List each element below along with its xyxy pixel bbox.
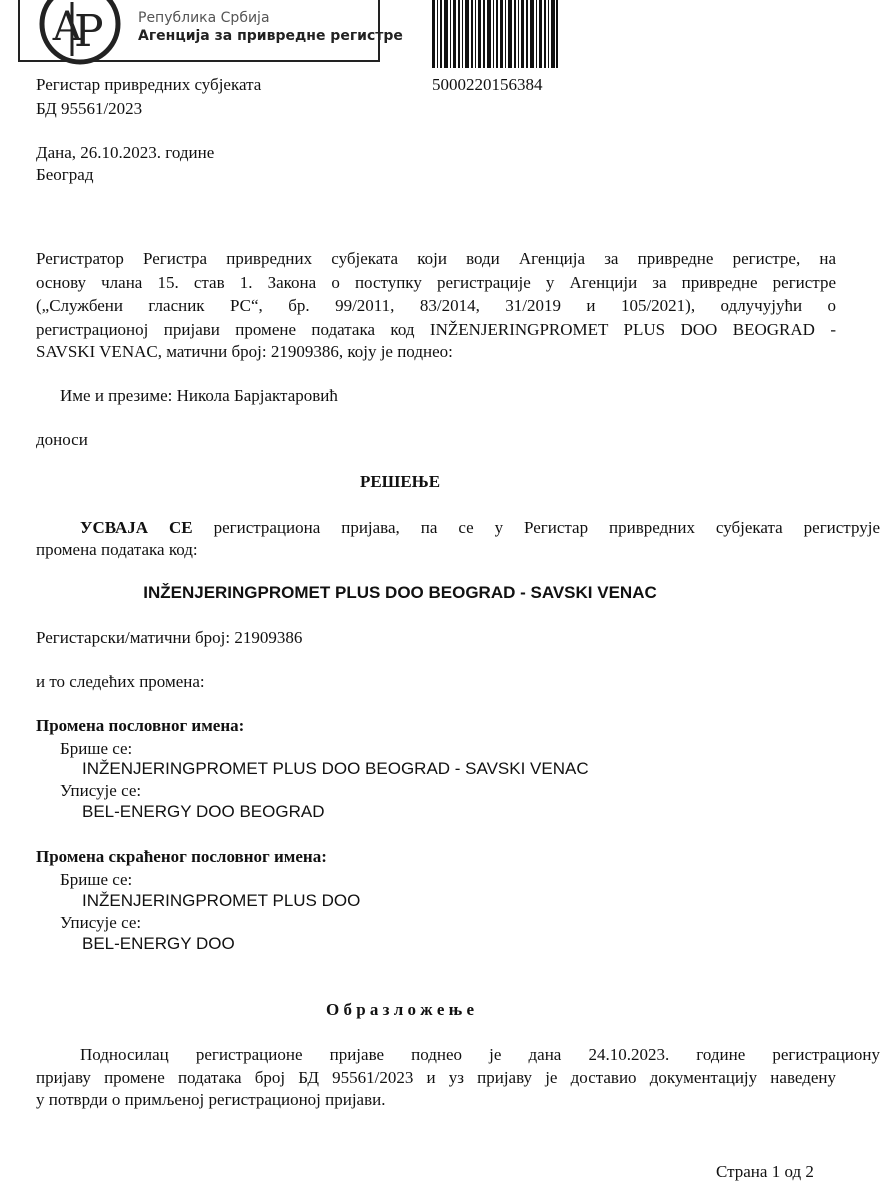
barcode-icon bbox=[432, 0, 558, 68]
company-name-title: INŽENJERINGPROMET PLUS DOO BEOGRAD - SAVSKI VENAC bbox=[143, 583, 657, 602]
change1-delete-label: Брише се: bbox=[60, 739, 133, 758]
case-number: БД 95561/2023 bbox=[36, 99, 143, 118]
org-line-1: Република Србија bbox=[138, 10, 270, 26]
reasoning-title: О б р а з л о ж е њ е bbox=[325, 1000, 474, 1019]
registration-number: Регистарски/матични број: 21909386 bbox=[36, 628, 303, 647]
intro-line-2: основу члана 15. став 1. Закона о поступку регистрације у Агенцији за привредне регистре bbox=[36, 273, 836, 292]
city-line: Београд bbox=[36, 165, 94, 184]
intro-line-3: („Службени гласник РС“, бр. 99/2011, 83/2014, 31/2019 и 105/2021), одлучујући о bbox=[36, 296, 836, 315]
barcode-number: 5000220156384 bbox=[432, 75, 543, 94]
change2-title: Промена скраћеног пословног имена: bbox=[36, 847, 327, 866]
following-changes: и то следећих промена: bbox=[36, 672, 205, 691]
reasoning-line-3: у потврди о примљеној регистрационој пријави. bbox=[36, 1090, 386, 1109]
decides-word: доноси bbox=[36, 430, 88, 449]
decision-rest: регистрациона пријава, па се у Регистар привредних субјеката региструје bbox=[192, 518, 880, 537]
reasoning-line-1: Подносилац регистрационе пријаве поднео је дана 24.10.2023. године регистрациону bbox=[80, 1045, 880, 1064]
decision-lead: УСВАЈА СЕ bbox=[80, 518, 193, 537]
change1-add-label: Уписује се: bbox=[60, 781, 142, 800]
change2-delete-label: Брише се: bbox=[60, 870, 133, 889]
decision-line-1 bbox=[80, 517, 880, 539]
apr-logo-icon bbox=[32, 0, 128, 68]
reasoning-line-2: пријаву промене података број БД 95561/2023 и уз пријаву је доставио документацију наведену bbox=[36, 1068, 836, 1087]
decision-line-2: промена података код: bbox=[36, 540, 198, 559]
date-line: Дана, 26.10.2023. године bbox=[36, 143, 215, 162]
org-line-2: Агенција за привредне регистре bbox=[138, 28, 403, 44]
svg-text:А: А bbox=[52, 4, 83, 50]
applicant-name: Име и презиме: Никола Барјактаровић bbox=[60, 386, 338, 405]
change1-delete-value: INŽENJERINGPROMET PLUS DOO BEOGRAD - SAVSKI VENAC bbox=[82, 759, 589, 778]
decision-title: РЕШЕЊЕ bbox=[359, 472, 441, 491]
intro-line-1: Регистратор Регистра привредних субјеката који води Агенција за привредне регистре, на bbox=[36, 249, 836, 268]
page-number: Страна 1 од 2 bbox=[716, 1162, 814, 1181]
intro-line-5: SAVSKI VENAC, матични број: 21909386, коју је поднео: bbox=[36, 342, 453, 361]
change2-delete-value: INŽENJERINGPROMET PLUS DOO bbox=[82, 891, 361, 910]
change2-add-value: BEL-ENERGY DOO bbox=[82, 934, 235, 953]
change1-add-value: BEL-ENERGY DOO BEOGRAD bbox=[82, 802, 325, 821]
intro-line-4: регистрационој пријави промене података код INŽENJERINGPROMET PLUS DOO BEOGRAD - bbox=[36, 320, 836, 339]
register-name: Регистар привредних субјеката bbox=[36, 75, 262, 94]
change2-add-label: Уписује се: bbox=[60, 913, 142, 932]
change1-title: Промена пословног имена: bbox=[36, 716, 245, 735]
svg-text:Р: Р bbox=[74, 6, 104, 57]
